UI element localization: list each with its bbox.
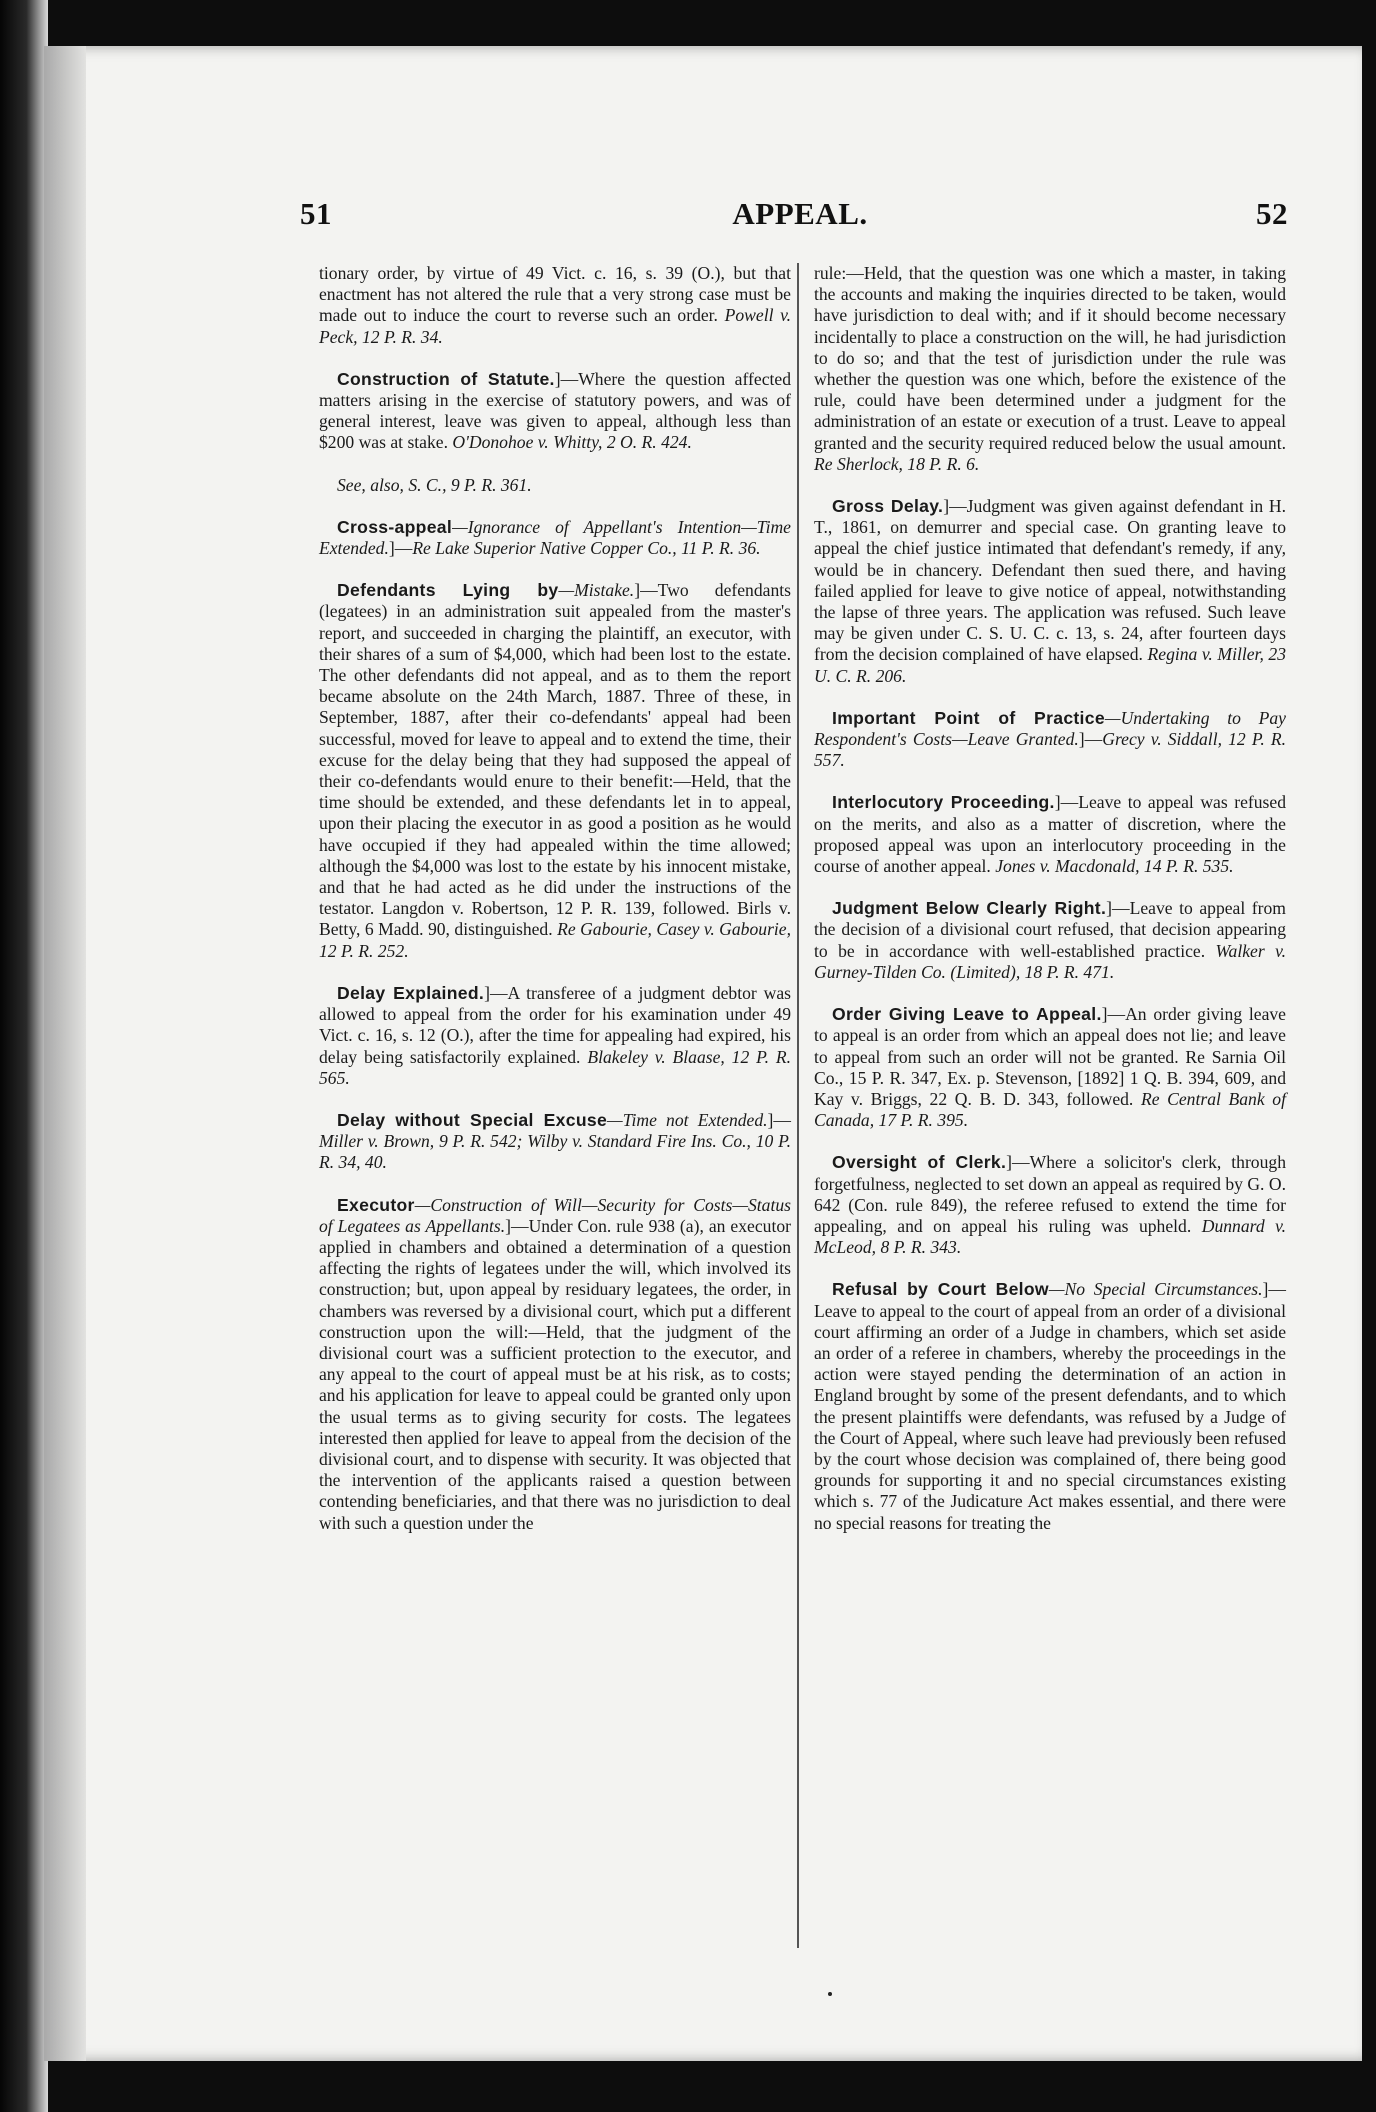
entry-subheading: —No Special Circumstances. [1048,1279,1263,1300]
entry-text: ]—Where a solicitor's clerk, through forgetfulness, neglected to set down an appeal as required by G. O. 642 (Con. rule 849), the referee refused to extend the time for appealing, and on appeal his ruling was upheld. [814,1152,1286,1236]
entry-text: tionary order, by virtue of 49 Vict. c. 16, s. 39 (O.), but that enactment has not altered the rule that a very strong case must be made out to induce the court to reverse such an order. [319,263,791,326]
entry-text: ]—Leave to appeal was refused on the merits, and also as a matter of discretion, where the proposed appeal was upon an interlocutory proceeding in the course of another appeal. [814,792,1286,877]
case-citation: Re Central Bank of Canada, 17 P. R. 395. [814,1088,1286,1131]
entry-heading: Order Giving Leave to Appeal. [832,1004,1102,1025]
left-column [319,263,791,1555]
digest-entry [319,1110,791,1174]
entry-text: ]—Where the question affected matters arising in the exercise of statutory powers, and was of general interest, leave was given to appeal, although less than $200 was at stake. [319,368,791,453]
entry-heading: Defendants Lying by [337,580,559,601]
entry-heading: Cross-appeal [337,516,453,537]
running-header [300,196,1300,236]
case-citation: Regina v. Miller, 23 U. C. R. 206. [814,644,1287,686]
case-citation: Re Lake Superior Native Copper Co., 11 P. R. 36. [412,538,761,559]
entry-heading: Important Point of Practice [832,707,1105,728]
entry-heading: Refusal by Court Below [832,1279,1049,1300]
entry-heading: Delay without Special Excuse [337,1109,608,1130]
digest-entry [814,1152,1286,1258]
entry-subheading: —Mistake. [558,580,635,601]
digest-entry [319,580,791,962]
entry-text: ]— [1078,729,1103,750]
digest-entry [319,517,791,559]
digest-entry [814,1004,1286,1131]
case-citation: O'Donohoe v. Whitty, 2 O. R. 424. [452,432,692,453]
entry-text: ]—Under Con. rule 938 (a), an executor applied in chambers and obtained a determination of a question affecting the rights of legatees under the will, which involved its construction; but, upon appeal by residuary legatees, the order, in chambers was reversed by a divisional court, which put a different construction upon the will:—Held, that the judgment of the divisional court was a sufficient protection to the executor, and any appeal to the court of appeal must be at his risk, as to costs; and his application for leave to appeal could be granted only upon the usual terms as to giving security for costs. The legatees interested then applied for leave to appeal from the decision of the divisional court, and to dispense with security. It was objected that the intervention of the applicants raised a question between contending beneficiaries, and that there was no jurisdiction to deal with such a question under the [319,1215,791,1533]
case-citation: Grecy v. Siddall, 12 P. R. 557. [814,729,1287,771]
case-citation: Re Sherlock, 18 P. R. 6. [814,453,980,474]
case-citation: Walker v. Gurney-Tilden Co. (Limited), 18 P. R. 471. [814,940,1286,982]
digest-entry [319,475,791,496]
case-citation: Powell v. Peck, 12 P. R. 34. [319,305,792,347]
entry-text: ]—Two defendants (legatees) in an administration suit appealed from the master's report, and succeeded in charging the plaintiff, an executor, with their shares of a sum of $4,000, which had been lost to the estate. The other defendants did not appeal, and as to them the report became absolute on the 24th March, 1887. Three of these, in September, 1887, after their co-defendants' appeal had been successful, moved for leave to appeal and to extend the time, their excuse for the delay being that they had supposed the appeal of their co-defendants would enure to their benefit:—Held, that the time should be extended, and these defendants let in to appeal, upon their placing the executor in as good a position as he would have occupied if they had appealed within the time allowed; although the $4,000 was lost to the estate by his innocent mistake, and that he had acted as he did under the instructions of the testator. Langdon v. Robertson, 12 P. R. 139, followed. Birls v. Betty, 6 Madd. 90, distinguished. [319,580,791,940]
column-divider [797,263,799,1948]
page-number-right: 52 [1256,196,1288,231]
entry-subheading: —Construction of Will—Security for Costs—Status of Legatees as Appellants. [319,1194,791,1236]
entry-text: ]— [767,1109,791,1130]
case-citation: Dunnard v. McLeod, 8 P. R. 343. [814,1215,1286,1258]
entry-text: ]—An order giving leave to appeal is an order from which an appeal does not lie; and leave to appeal from such an order will not be granted. Re Sarnia Oil Co., 15 P. R. 347, Ex. p. Stevenson, [1892] 1 Q. B. 394, 609, and Kay v. Briggs, 22 Q. B. D. 343, followed. [814,1004,1286,1109]
entry-text: rule:—Held, that the question was one which a master, in taking the accounts and making the inquiries directed to be taken, would have jurisdiction to deal with; and if it should become necessary incidentally to place a construction on the will, he had jurisdiction to do so; and that the test of jurisdiction under the rule was whether the question was one which, before the existence of the rule, could have been determined under a judgment for the administration of an estate or execution of a trust. Leave to appeal granted and the security required reduced below the usual amount. [814,263,1286,453]
entry-subheading: —Ignorance of Appellant's Intention—Time Extended. [319,516,791,559]
digest-entry [814,1279,1286,1533]
entry-heading: Oversight of Clerk. [832,1152,1007,1173]
case-citation: Blakeley v. Blaase, 12 P. R. 565. [319,1046,792,1088]
case-citation: Re Gabourie, Casey v. Gabourie, 12 P. R. 252. [319,919,792,961]
entry-text: See, also, S. C., 9 P. R. 361. [337,474,532,495]
page-title: APPEAL. [732,196,868,231]
digest-entry [319,369,791,454]
book-binding-edge [0,0,48,2112]
entry-text: ]— [388,538,413,559]
entry-text: ]—A transferee of a judgment debtor was allowed to appeal from the order for his examination under 49 Vict. c. 16, s. 12 (O.), after the time for appealing had expired, his delay being satisfactorily explained. [319,982,791,1067]
digest-entry [814,708,1286,772]
entry-heading: Construction of Statute. [337,368,555,389]
digest-entry [814,496,1286,687]
digest-entry [814,263,1286,475]
entry-text: ]—Judgment was given against defendant in H. T., 1861, on demurrer and special case. On granting leave to appeal the chief justice intimated that defendant's remedy, if any, would be in chancery. Defendant then sued there, and having failed applied for leave to give notice of appeal, notwithstanding the lapse of three years. The application was refused. Such leave may be given under C. S. U. C. c. 13, s. 24, after fourteen days from the decision complained of have elapsed. [814,496,1286,665]
entry-text: ]—Leave to appeal to the court of appeal from an order of a divisional court affirming an order of a Judge in chambers, which set aside an order of a referee in chambers, whereby the proceedings in the action were stayed pending the determination of an action in England brought by some of the present defendants, and to which the present plaintiffs were defendants, was refused by a Judge of the Court of Appeal, where such leave had previously been refused by the court whose decision was complained of, there being good grounds for supporting it and no special circumstances existing which s. 77 of the Judicature Act makes essential, and there were no special reasons for treating the [814,1279,1286,1533]
entry-heading: Judgment Below Clearly Right. [832,898,1107,919]
entry-text: ]—Leave to appeal from the decision of a divisional court refused, that decision appearing to be in accordance with well-established practice. [814,898,1286,961]
right-column [814,263,1286,1555]
page-gutter [44,46,86,2061]
entry-heading: Delay Explained. [337,982,485,1003]
entry-heading: Gross Delay. [832,496,944,517]
digest-entry [814,898,1286,983]
printer-speck [828,1992,832,1996]
entry-subheading: —Undertaking to Pay Respondent's Costs—Leave Granted. [814,707,1286,750]
digest-entry [319,983,791,1089]
entry-heading: Interlocutory Proceeding. [832,792,1055,813]
entry-heading: Executor [337,1194,415,1215]
entry-subheading: —Time not Extended. [607,1109,768,1130]
digest-entry [814,792,1286,877]
case-citation: Miller v. Brown, 9 P. R. 542; Wilby v. Standard Fire Ins. Co., 10 P. R. 34, 40. [319,1131,791,1173]
digest-entry [319,1195,791,1534]
page-number-left: 51 [300,196,332,231]
case-citation: Jones v. Macdonald, 14 P. R. 535. [995,856,1234,877]
digest-entry [319,263,791,348]
